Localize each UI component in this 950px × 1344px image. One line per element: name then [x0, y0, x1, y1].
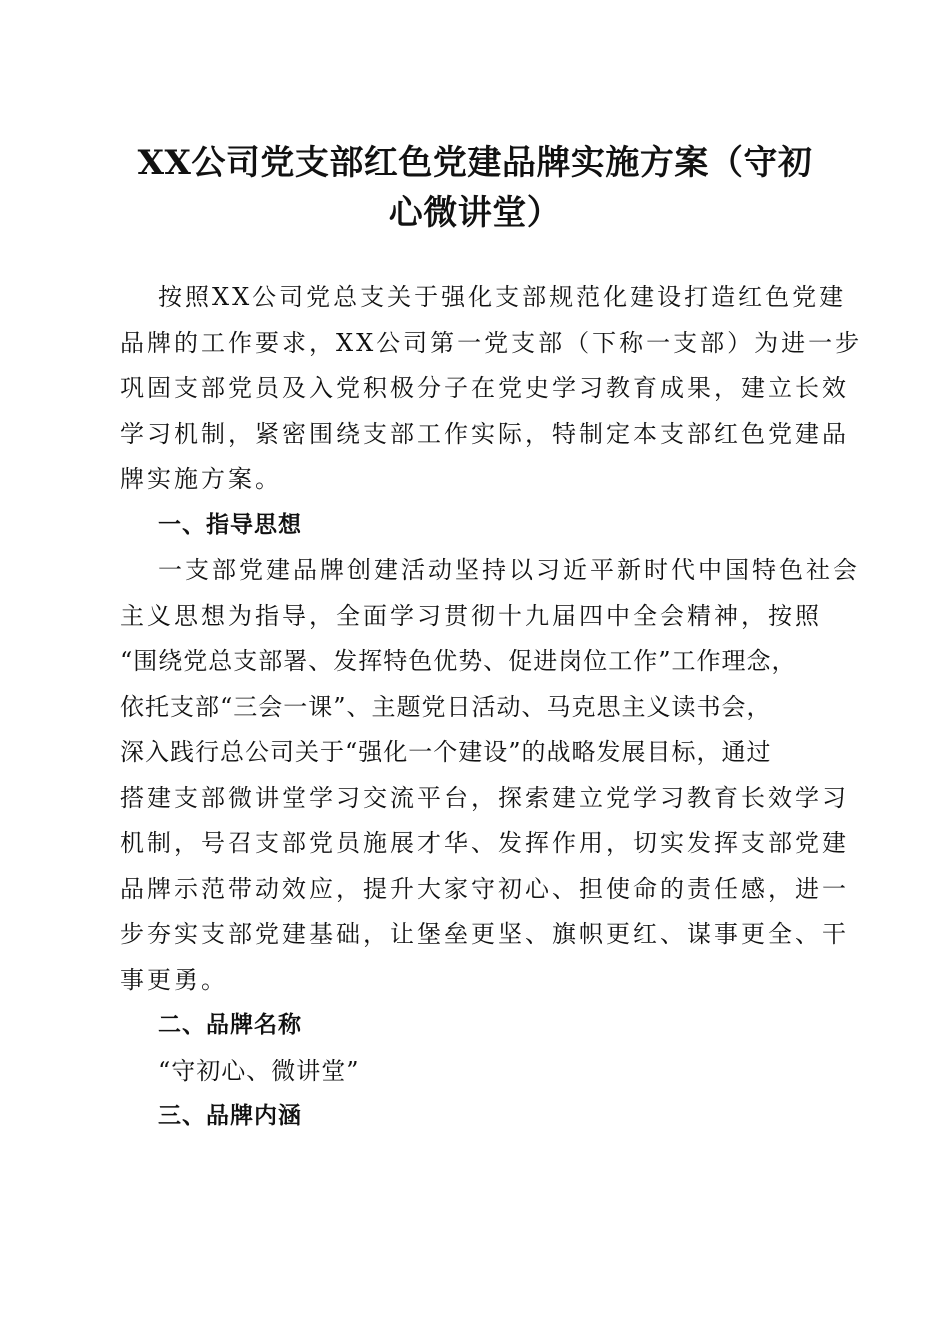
- document-title: [110, 138, 840, 238]
- guiding-ideology-paragraph: [120, 548, 860, 1003]
- intro-paragraph: [120, 275, 863, 503]
- paragraph-line: “守初心、微讲堂”: [158, 1056, 360, 1085]
- paragraph-line: 按照XX公司党总支关于强化支部规范化建设打造红色党建: [158, 283, 847, 311]
- brand-name-paragraph: [120, 1049, 830, 1095]
- paragraph-line: “围绕党总支部署、发挥特色优势、促进岗位工作”工作理念，: [120, 647, 797, 675]
- paragraph-line: 一支部党建品牌创建活动坚持以习近平新时代中国特色社会: [158, 556, 860, 584]
- paragraph-line: 品牌示范带动效应，提升大家守初心、担使命的责任感，进一: [120, 874, 849, 903]
- section-heading-brand-name: 二、品牌名称: [158, 1012, 302, 1038]
- paragraph-line: 品牌的工作要求，XX公司第一党支部（下称一支部）为进一步: [120, 328, 863, 357]
- paragraph-line: 主义思想为指导，全面学习贯彻十九届四中全会精神，按照: [120, 601, 822, 630]
- title-line-1: XX公司党支部红色党建品牌实施方案（守初: [137, 143, 813, 183]
- paragraph-line: 深入践行总公司关于“强化一个建设”的战略发展目标，通过: [120, 738, 772, 766]
- paragraph-line: 机制，号召支部党员施展才华、发挥作用，切实发挥支部党建: [120, 829, 849, 857]
- title-line-2: 心微讲堂）: [388, 193, 562, 233]
- paragraph-line: 搭建支部微讲堂学习交流平台，探索建立党学习教育长效学习: [120, 783, 849, 812]
- paragraph-line: 牌实施方案。: [120, 465, 282, 493]
- document-body: [120, 275, 863, 1140]
- paragraph-line: 学习机制，紧密围绕支部工作实际，特制定本支部红色党建品: [120, 419, 849, 448]
- section-heading-brand-connotation: 三、品牌内涵: [158, 1103, 302, 1129]
- paragraph-line: 依托支部“三会一课”、主题党日活动、马克思主义读书会，: [120, 692, 772, 721]
- paragraph-line: 巩固支部党员及入党积极分子在党史学习教育成果，建立长效: [120, 374, 849, 402]
- paragraph-line: 步夯实支部党建基础，让堡垒更坚、旗帜更红、谋事更全、干: [120, 920, 849, 948]
- paragraph-line: 事更勇。: [120, 965, 228, 994]
- section-heading-guiding-ideology: 一、指导思想: [158, 511, 302, 538]
